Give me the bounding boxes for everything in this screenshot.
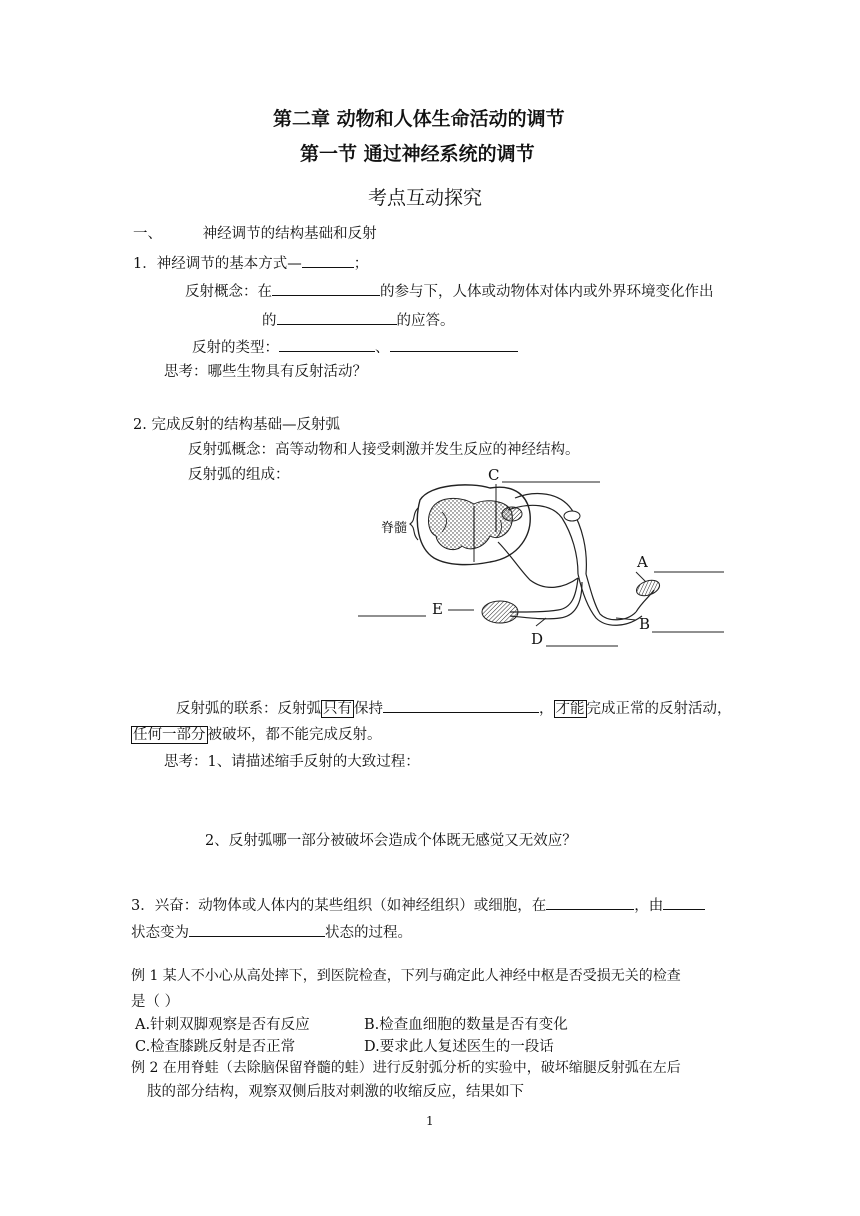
example2-line1: 例 2 在用脊蛙（去除脑保留脊髓的蛙）进行反射弧分析的实验中，破坏缩腿反射弧在左后 bbox=[131, 1060, 681, 1076]
link-box-only: 只有 bbox=[323, 701, 352, 717]
effector bbox=[482, 601, 518, 623]
section-title: 第一节 通过神经系统的调节 bbox=[300, 143, 535, 165]
label-a: A bbox=[637, 553, 648, 571]
q1-label: 1．神经调节的基本方式— bbox=[133, 256, 302, 272]
link-a: 反射弧的联系：反射弧 bbox=[176, 701, 321, 717]
reflex-concept-line2 bbox=[262, 309, 455, 330]
reflex-concept-blank2[interactable] bbox=[277, 310, 397, 325]
page-subtitle: 考点互动探究 bbox=[368, 187, 483, 209]
label-c: C bbox=[488, 466, 500, 484]
example1-line2: 是（ ） bbox=[131, 994, 180, 1010]
spinal-cord-section bbox=[417, 485, 530, 565]
arc-link-line2 bbox=[131, 723, 382, 744]
think2: 思考：1、请描述缩手反射的大致过程： bbox=[164, 754, 420, 770]
part1-heading-text: 神经调节的结构基础和反射 bbox=[202, 226, 377, 242]
example1-option-b[interactable]: B.检查血细胞的数量是否有变化 bbox=[364, 1017, 568, 1033]
reflex-concept-a: 反射概念：在 bbox=[185, 284, 272, 300]
reflex-concept-c: 的 bbox=[262, 313, 277, 329]
label-spinal-cord: 脊髓 bbox=[381, 521, 408, 536]
example1-option-d[interactable]: D.要求此人复述医生的一段话 bbox=[364, 1039, 554, 1055]
link-box-can: 才能 bbox=[555, 701, 585, 717]
excite-line1 bbox=[131, 894, 705, 915]
example1-option-a[interactable]: A.针刺双脚观察是否有反应 bbox=[135, 1017, 310, 1033]
link-e: 被破坏，都不能完成反射。 bbox=[207, 727, 382, 743]
reflex-types-blank1[interactable] bbox=[279, 337, 375, 352]
part2-heading: 2. 完成反射的结构基础—反射弧 bbox=[133, 417, 340, 433]
excite-blank1[interactable] bbox=[546, 895, 634, 910]
excite-blank3[interactable] bbox=[189, 922, 325, 937]
part1-heading bbox=[133, 222, 377, 243]
label-e: E bbox=[432, 600, 443, 618]
reflex-arc-diagram bbox=[350, 462, 730, 652]
example1-option-c[interactable]: C.检查膝跳反射是否正常 bbox=[135, 1039, 296, 1055]
q1-blank[interactable] bbox=[302, 253, 354, 268]
label-b: B bbox=[639, 615, 651, 633]
arc-concept: 反射弧概念：高等动物和人接受刺激并发生反应的神经结构。 bbox=[188, 442, 580, 458]
example1-line1: 例 1 某人不小心从高处摔下，到医院检查，下列与确定此人神经中枢是否受损无关的检查 bbox=[131, 968, 681, 984]
think3: 2、反射弧哪一部分被破坏会造成个体既无感觉又无效应？ bbox=[205, 833, 577, 849]
link-d: 完成正常的反射活动， bbox=[586, 701, 732, 717]
page-number: 1 bbox=[426, 1114, 434, 1128]
excite-blank2[interactable] bbox=[663, 895, 705, 910]
chapter-title: 第二章 动物和人体生命活动的调节 bbox=[273, 108, 565, 130]
excite-d: 状态的过程。 bbox=[325, 925, 412, 941]
excite-b: ，由 bbox=[634, 898, 664, 914]
leader-a bbox=[636, 572, 646, 582]
link-c: ， bbox=[539, 701, 554, 717]
reflex-concept-d: 的应答。 bbox=[396, 313, 455, 329]
example2-line2: 肢的部分结构，观察双侧后肢对刺激的收缩反应，结果如下 bbox=[147, 1084, 524, 1100]
link-b: 保持 bbox=[354, 701, 383, 717]
part1-heading-num: 一、 bbox=[133, 226, 162, 242]
receptor bbox=[634, 577, 661, 612]
reflex-types-label: 反射的类型： bbox=[192, 340, 279, 356]
excite-a: 3．兴奋：动物体或人体内的某些组织（如神经组织）或细胞，在 bbox=[131, 898, 547, 914]
leader-d bbox=[536, 618, 546, 626]
arc-link-line1 bbox=[176, 697, 732, 718]
think1: 思考：哪些生物具有反射活动？ bbox=[164, 364, 367, 380]
reflex-types-sep: 、 bbox=[375, 340, 390, 356]
reflex-concept-blank1[interactable] bbox=[272, 281, 380, 296]
link-blank[interactable] bbox=[383, 698, 539, 713]
excite-c: 状态变为 bbox=[131, 925, 189, 941]
label-d: D bbox=[531, 630, 544, 648]
arc-composition: 反射弧的组成： bbox=[188, 467, 290, 483]
reflex-types-blank2[interactable] bbox=[390, 337, 518, 352]
link-box-any-part: 任何一部分 bbox=[133, 727, 206, 743]
q1-end: ； bbox=[353, 256, 369, 272]
reflex-concept-line1 bbox=[185, 280, 714, 301]
reflex-types-line bbox=[192, 336, 518, 357]
excite-line2 bbox=[131, 921, 412, 942]
reflex-concept-b: 的参与下，人体或动物体对体内或外界环境变化作出 bbox=[380, 284, 714, 300]
q1-line bbox=[133, 252, 368, 273]
